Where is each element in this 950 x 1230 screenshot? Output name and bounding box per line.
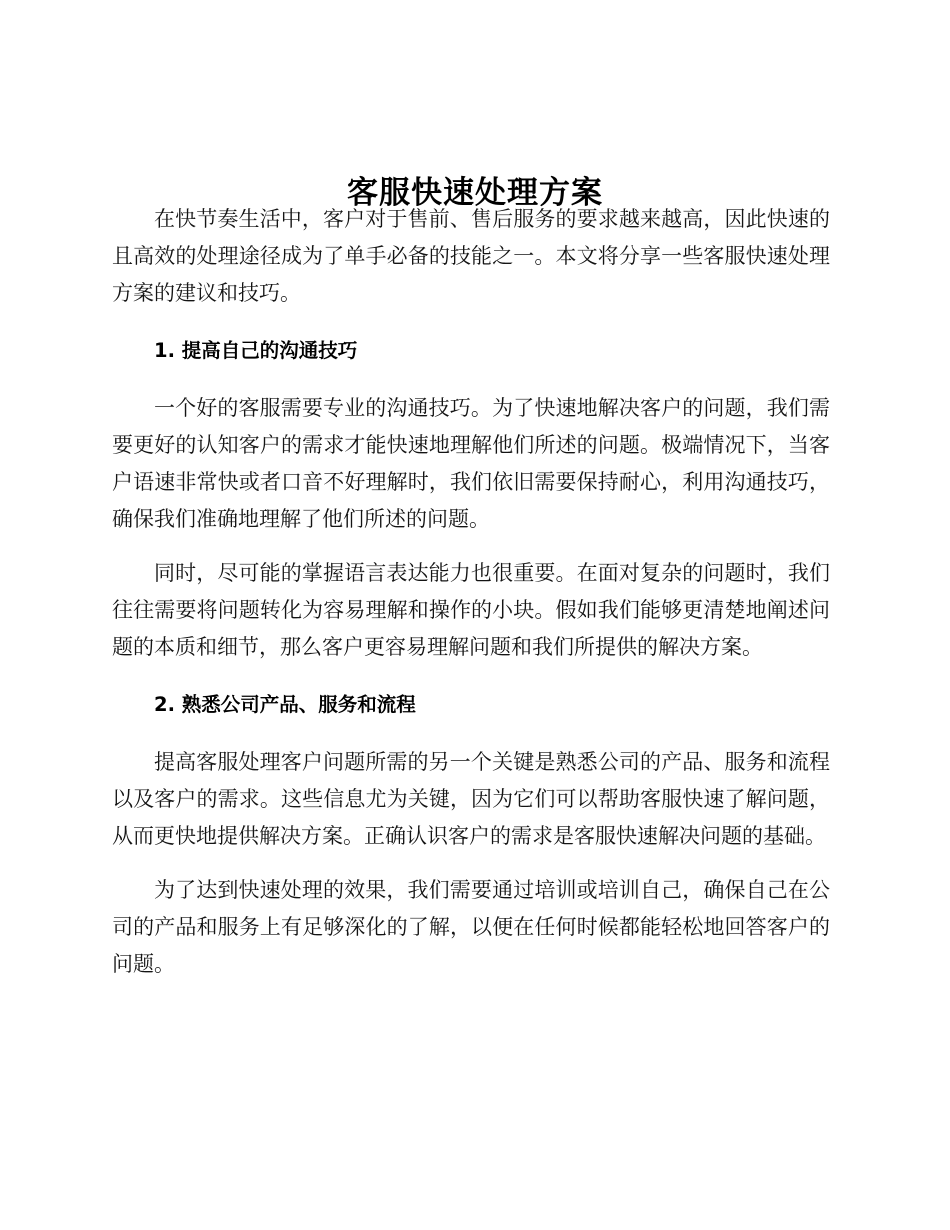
section-paragraph: 一个好的客服需要专业的沟通技巧。为了快速地解决客户的问题，我们需要更好的认知客户的需求才能快速地理解他们所述的问题。极端情况下，当客户语速非常快或者口音不好理解时，我们依旧需要保持耐心，利用沟通技巧，确保我们准确地理解了他们所述的问题。 bbox=[112, 396, 830, 531]
section-heading-product-knowledge: 2. 熟悉公司产品、服务和流程 bbox=[154, 693, 416, 716]
section-paragraph: 同时，尽可能的掌握语言表达能力也很重要。在面对复杂的问题时，我们往往需要将问题转化为容易理解和操作的小块。假如我们能够更清楚地阐述问题的本质和细节，那么客户更容易理解问题和我们所提供的解决方案。 bbox=[112, 561, 830, 659]
section-heading-communication: 1. 提高自己的沟通技巧 bbox=[154, 339, 358, 362]
intro-paragraph: 在快节奏生活中，客户对于售前、售后服务的要求越来越高，因此快速的且高效的处理途径成为了单手必备的技能之一。本文将分享一些客服快速处理方案的建议和技巧。 bbox=[112, 207, 830, 305]
document-body bbox=[112, 201, 830, 983]
document-title: 客服快速处理方案 bbox=[347, 174, 603, 211]
section-paragraph: 提高客服处理客户问题所需的另一个关键是熟悉公司的产品、服务和流程以及客户的需求。这些信息尤为关键，因为它们可以帮助客服快速了解问题，从而更快地提供解决方案。正确认识客户的需求是客服快速解决问题的基础。 bbox=[112, 750, 830, 848]
section-paragraph: 为了达到快速处理的效果，我们需要通过培训或培训自己，确保自己在公司的产品和服务上有足够深化的了解，以便在任何时候都能轻松地回答客户的问题。 bbox=[112, 878, 830, 976]
